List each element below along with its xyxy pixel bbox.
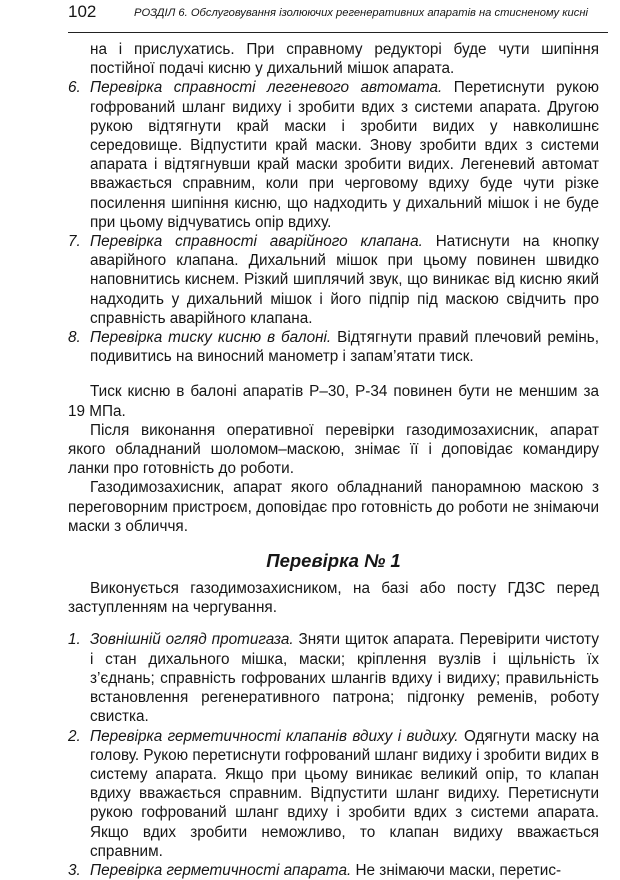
list-item-text: Натиснути на кнопку аварійного клапана. Дихальний мішок при цьому повинен швидко наповнитись киснем. Різкий шиплячий звук, що виникає від кисню який надходить у дихальний мішок і його підпір під маскою свідчить про справність аварійного клапана. [90, 233, 599, 327]
spacer [68, 617, 599, 630]
paragraph-intro: Виконується газодимозахисником, на базі або посту ГДЗС перед заступленням на чергування. [68, 580, 599, 617]
list-item-title: Перевірка герметичності клапанів вдиху і видиху. [90, 727, 459, 745]
section-heading: Перевірка № 1 [266, 550, 401, 572]
continuation-content: на і прислухатись. При справному редукторі буде чути шипіння постійної подачі кисню у дихальний мішок апарата. [90, 41, 599, 78]
paragraph-helmet-mask: Після виконання оперативної перевірки газодимозахисник, апарат якого обладнаний шоломом–маскою, знімає її і доповідає командиру ланки про готовність до роботи. [68, 421, 599, 478]
list-item-8 [68, 328, 599, 366]
paragraph-oxygen-pressure: Тиск кисню в балоні апаратів Р–30, Р-34 повинен бути не меншим за 19 МПа. [68, 383, 599, 420]
page-body [68, 40, 599, 880]
list-item-title: Перевірка тиску кисню в балоні. [90, 329, 332, 347]
list-number: 3. [68, 861, 81, 879]
running-title: РОЗДІЛ 6. Обслуговування ізолюючих регенеративних апаратів на стисненому кисні [134, 7, 588, 19]
list-number: 8. [68, 329, 81, 347]
list-item-text: Перетиснути рукою гофрований шланг видиху і зробити вдих з системи апарата. Другою рукою відтягнути край маски і зробити видих у навколишнє середовище. Відпустити край маски. Знову зробити вдих з системи апарата і відтягнувши край маски зробити видих. Легеневий автомат вважається справним, коли при черговому вдиху буде чути різке посилення шипіння кисню, що надходить у дихальний мішок і не буде при цьому відчуватись опір вдиху. [90, 79, 600, 231]
list-item-3 [68, 861, 599, 880]
list-item-text: Зняти щиток апарата. Перевірити чистоту і стан дихального мішка, маски; кріплення вузлів і щільність їх з’єднань; справність гофрованих шлангів вдиху і видиху; правильність встановлення регенеративного патрона; підгонку ременів, роботу свистка. [90, 631, 599, 726]
list-item-text: Одягнути маску на голову. Рукою перетиснути гофрований шланг видиху і зробити видих в систему апарата. Якщо при цьому виникає великий опір, то клапан вдиху вважається справним. Відпустити шланг видиху. Перетиснути рукою гофрований шланг вдиху і зробити вдих з системи апарата. Якщо вдих зробити неможливо, то клапан видиху вважається справним. [90, 727, 600, 860]
list-number: 7. [68, 233, 81, 251]
list-item-2 [68, 727, 599, 861]
spacer [68, 366, 599, 382]
paragraph-panoramic-mask: Газодимозахисник, апарат якого обладнаний панорамною маскою з переговорним пристроєм, доповідає про готовність до роботи не знімаючи маски з обличчя. [68, 479, 599, 535]
list-item-title: Перевірка герметичності апарата. [90, 861, 352, 879]
list-item-title: Перевірка справності легеневого автомата. [90, 79, 443, 97]
list-item-7 [68, 232, 599, 328]
list-item-6 [68, 78, 599, 232]
list-number: 1. [68, 631, 81, 649]
list-item-title: Зовнішній огляд протигаза. [90, 631, 294, 649]
list-item-text: Не знімаючи маски, перетис- [351, 861, 562, 879]
list-item-title: Перевірка справності аварійного клапана. [90, 233, 423, 251]
continuation-text [68, 40, 599, 78]
page-number: 102 [68, 2, 97, 21]
list-item-1 [68, 630, 599, 726]
list-number: 2. [68, 727, 81, 745]
list-item-text: Відтягнути правий плечовий ремінь, подивитись на виносний манометр і запам’ятати тиск. [90, 329, 600, 366]
spacer [68, 536, 599, 549]
page-header [68, 2, 608, 33]
list-number: 6. [68, 79, 81, 97]
